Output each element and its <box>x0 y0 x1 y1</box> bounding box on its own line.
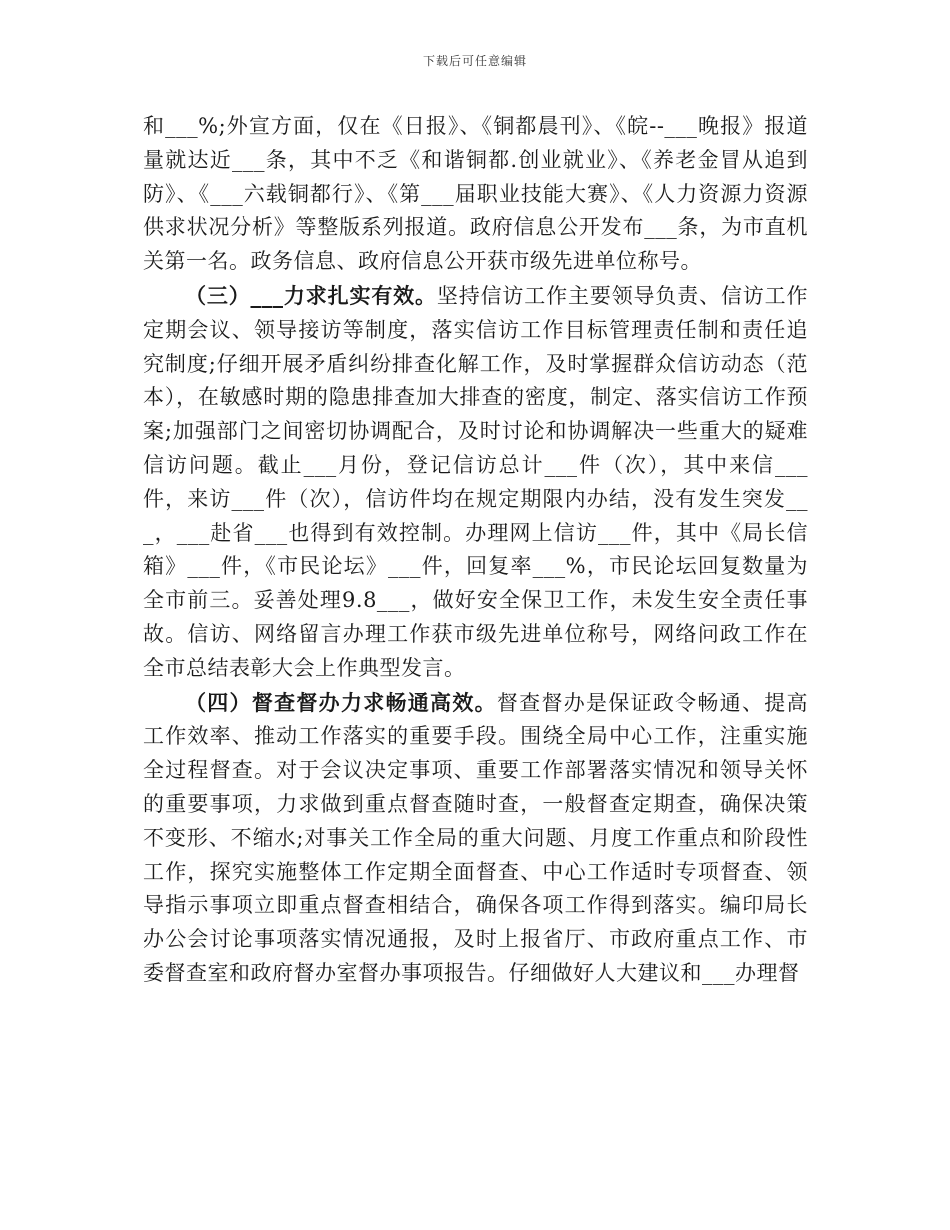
paragraph-petition-work <box>143 279 808 686</box>
document-body <box>143 110 808 991</box>
paragraph-text: 坚持信访工作主要领导负责、信访工作定期会议、领导接访等制度，落实信访工作目标管理责任制和责任追究制度;仔细开展矛盾纠纷排查化解工作，及时掌握群众信访动态（范本），在敏感时期的隐患排查加大排查的密度，制定、落实信访工作预案;加强部门之间密切协调配合，及时讨论和协调解决一些重大的疑难信访问题。截止___月份，登记信访总计___件（次），其中来信___件，来访___件（次），信访件均在规定期限内办结，没有发生突发___，___赴省___也得到有效控制。办理网上信访___件，其中《局长信箱》___件，《市民论坛》___件，回复率___%，市民论坛回复数量为全市前三。妥善处理9.8___，做好安全保卫工作，未发生安全责任事故。信访、网络留言办理工作获市级先进单位称号，网络问政工作在全市总结表彰大会上作典型发言。 <box>143 283 809 680</box>
paragraph-text: 督查督办是保证政令畅通、提高工作效率、推动工作落实的重要手段。围绕全局中心工作，注重实施全过程督查。对于会议决定事项、重要工作部署落实情况和领导关怀的重要事项，力求做到重点督查随时查，一般督查定期查，确保决策不变形、不缩水;对事关工作全局的重大问题、月度工作重点和阶段性工作，探究实施整体工作定期全面督查、中心工作适时专项督查、领导指示事项立即重点督查相结合，确保各项工作得到落实。编印局长办公会讨论事项落实情况通报，及时上报省厅、市政府重点工作、市委督查室和政府督办室督办事项报告。仔细做好人大建议和___办理督 <box>143 690 809 985</box>
section-heading-petition: （三）___力求扎实有效。 <box>185 282 437 308</box>
paragraph-supervision-work <box>143 686 808 991</box>
section-heading-supervision: （四）督查督办力求畅通高效。 <box>185 689 497 715</box>
paragraph-continuation <box>143 110 808 279</box>
paragraph-text: 和___%;外宣方面，仅在《日报》、《铜都晨刊》、《皖--___晚报》报道量就达近___条，其中不乏《和谐铜都.创业就业》、《养老金冒从追到防》、《___六载铜都行》、《第___届职业技能大赛》、《人力资源力资源供求状况分析》等整版系列报道。政府信息公开发布___条，为市直机关第一名。政务信息、政府信息公开获市级先进单位称号。 <box>143 114 808 274</box>
page-header: 下载后可任意编辑 <box>422 54 527 68</box>
